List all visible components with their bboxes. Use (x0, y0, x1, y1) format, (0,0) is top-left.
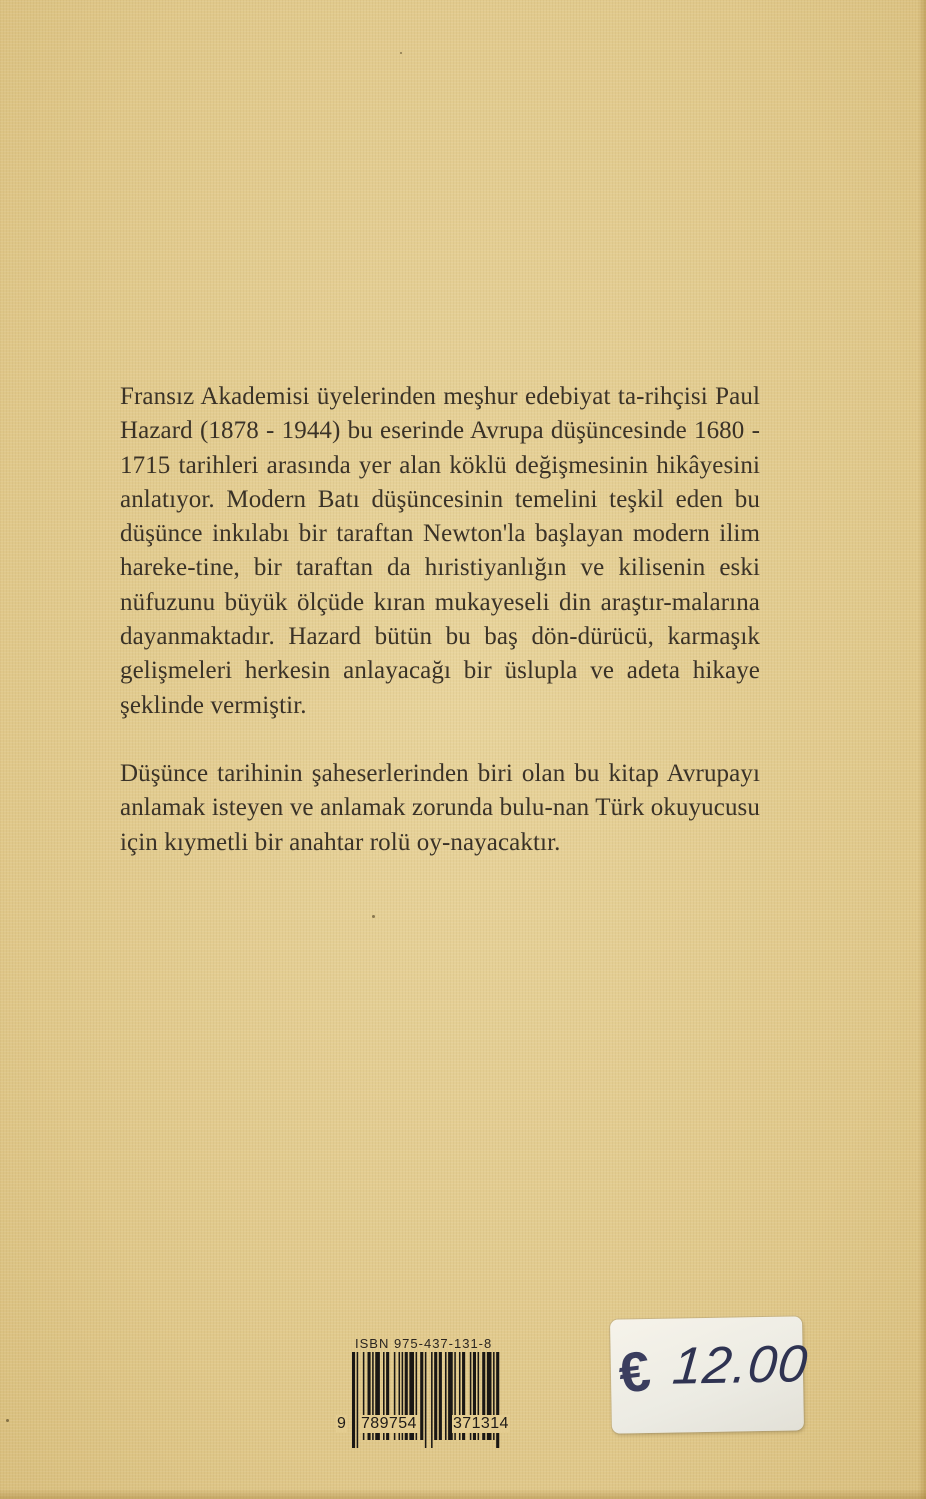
price-sticker (610, 1316, 811, 1433)
blurb-paragraph-2: Düşünce tarihinin şaheserlerinden biri olan bu kitap Avrupayı anlamak isteyen ve anlamak zorunda bulu-nan Türk okuyucusu için kıymetli bir anahtar rolü oy-nayacaktır. (120, 759, 760, 856)
barcode-lead-digit: 9 (337, 1415, 347, 1432)
paper-speck (400, 52, 402, 54)
barcode-right-group: 371314 (453, 1415, 509, 1432)
paper-speck (6, 1419, 9, 1422)
paper-speck (372, 915, 375, 918)
barcode-digits (336, 1415, 536, 1437)
blurb-paragraph-1: Fransız Akademisi üyelerinden meşhur edebiyat ta-rihçisi Paul Hazard (1878 - 1944) bu eserinde Avrupa düşüncesinde 1680 - 1715 tarihleri arasında yer alan köklü değişmesinin hikâyesini anlatıyor. Modern Batı düşüncesinin temelini teşkil eden bu düşünce inkılabı bir taraftan Newton'la başlayan modern ilim hareke-tine, bir taraftan da hıristiyanlığın ve kilisenin eski nüfuzunu büyük ölçüde kıran mukayeseli din araştır-malarına dayanmaktadır. Hazard bütün bu baş dön-dürücü, karmaşık gelişmeleri herkesin anlayacağı bir üslupla ve adeta hikaye şeklinde vermiştir. (120, 383, 760, 719)
barcode-left-group: 789754 (361, 1415, 417, 1432)
isbn-label: ISBN 975-437-131-8 (355, 1336, 493, 1351)
price-value: 12.00 (670, 1335, 811, 1396)
cover-right-edge (918, 0, 926, 1499)
back-cover-blurb (120, 380, 760, 860)
price-currency: € (615, 1338, 654, 1405)
cover-bottom-edge (0, 1489, 926, 1499)
